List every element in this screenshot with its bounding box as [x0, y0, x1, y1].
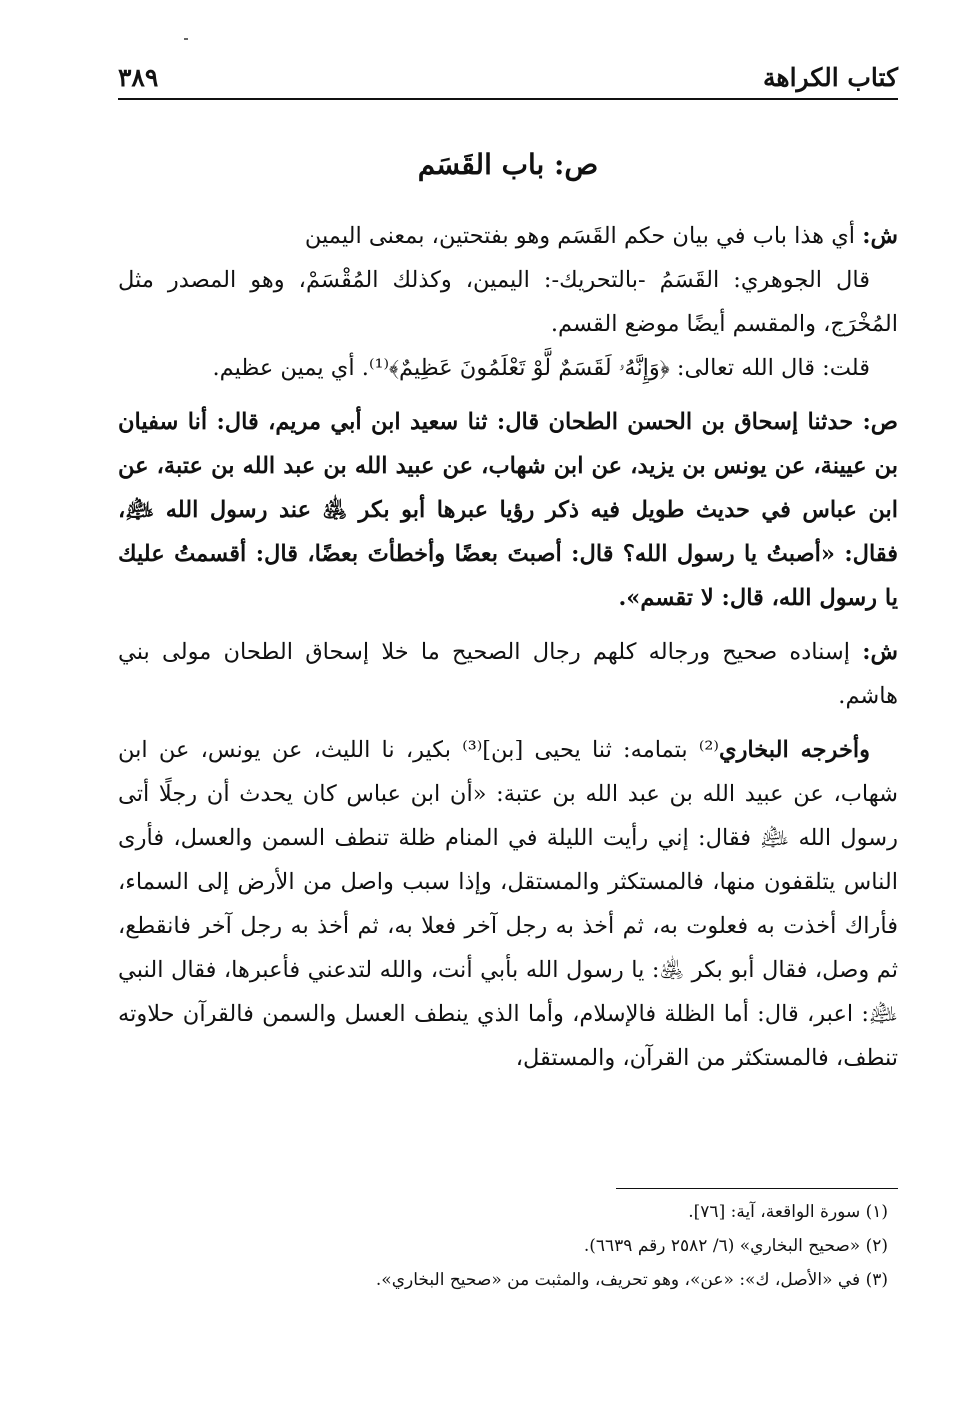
paragraph-lead: ش: [862, 639, 898, 665]
paragraph-text: أي هذا باب في بيان حكم القَسَم وهو بفتحتين، بمعنى اليمين [304, 223, 863, 249]
paragraph-isnad [118, 630, 898, 718]
paragraph-bukhari [118, 728, 898, 1080]
footnote-3: (٣) في «الأصل، ك»: «عن»، وهو تحريف، والمثبت من «صحيح البخاري». [375, 1270, 888, 1290]
paragraph-hadith [118, 400, 898, 620]
page-number: ٣٨٩ [118, 63, 159, 92]
paragraph-sharh-1 [118, 214, 898, 258]
paragraph-text: إسناده صحيح ورجاله كلهم رجال الصحيح ما خلا إسحاق الطحان مولى بني هاشم. [118, 639, 898, 709]
paragraph-text: ⁽²⁾ بتمامه: ثنا يحيى [بن]⁽³⁾ بكير، نا الليث، عن يونس، عن ابن شهاب، عن عبيد الله بن عبد الله بن عتبة: «أن ابن عباس كان يحدث أن رجلًا أتى رسول الله ﵇ فقال: إني رأيت الليلة في المنام ظلة تنطف السمن والعسل، فأرى الناس يتلقفون منها، فالمستكثر والمستقل، وإذا سبب واصل من الأرض إلى السماء، فأراك أخذت به فعلوت به، ثم أخذ به رجل آخر فعلا به، ثم أخذ به رجل آخر فانقطع، ثم وصل، فقال أبو بكر ﵁: يا رسول الله بأبي أنت، والله لتدعني فأعبرها، فقال النبي ﵇: اعبر، قال: أما الظلة فالإسلام، وأما الذي ينطف العسل والسمن فالقرآن حلاوته تنطف، فالمستكثر من القرآن، والمستقل، [118, 737, 898, 1071]
paragraph-lead: وأخرجه البخاري [718, 737, 870, 763]
paragraph-text: قلت: قال الله تعالى: ﴿وَإِنَّهُۥ لَقَسَمٌ لَّوْ تَعْلَمُونَ عَظِيمٌ﴾⁽¹⁾. أي يمين عظيم. [212, 355, 870, 381]
print-mark [184, 38, 188, 40]
chapter-title: ص: باب القَسَم [417, 148, 599, 181]
footnote-2: (٢) «صحيح البخاري» (٦/ ٢٥٨٢ رقم ٦٦٣٩). [583, 1236, 888, 1256]
paragraph-quran-citation [118, 346, 898, 390]
footnote-1: (١) سورة الواقعة، آية: [٧٦]. [688, 1202, 888, 1222]
main-text [118, 140, 898, 1080]
paragraph-lead: ش: [862, 223, 898, 249]
paragraph-text: حدثنا إسحاق بن الحسن الطحان قال: ثنا سعيد ابن أبي مريم، قال: أنا سفيان بن عيينة، عن يونس بن يزيد، عن ابن شهاب، عن عبيد الله بن عبد الله بن عتبة، عن ابن عباس في حديث طويل فيه ذكر رؤيا عبرها أبو بكر ﵁ عند رسول الله ﵇، فقال: «أصبتُ يا رسول الله؟ قال: أصبتَ بعضًا وأخطأتَ بعضًا، قال: أقسمتُ عليك يا رسول الله، قال: لا تقسم». [118, 409, 898, 611]
paragraph-text: قال الجوهري: القَسَمُ -بالتحريك-: اليمين، وكذلك المُقْسَمْ، وهو المصدر مثل المُخْرَج، والمقسم أيضًا موضع القسم. [118, 267, 898, 337]
book-title: كتاب الكراهة [763, 63, 898, 92]
footnotes [118, 1188, 898, 1297]
paragraph-jawhari [118, 258, 898, 346]
footnote-separator [616, 1188, 898, 1189]
running-header [118, 52, 898, 100]
paragraph-lead: ص: [862, 409, 898, 435]
